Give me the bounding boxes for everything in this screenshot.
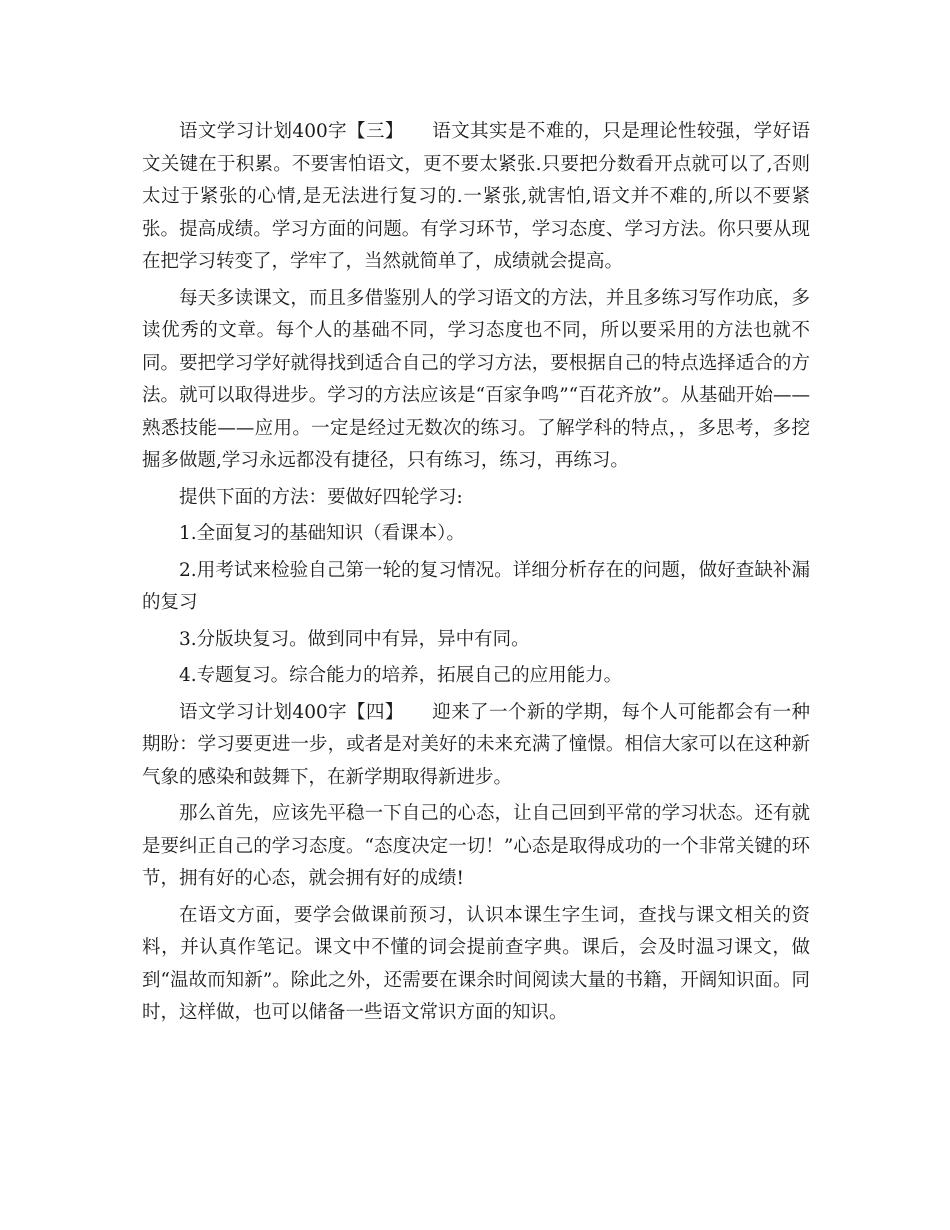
paragraph-mindset: 那么首先，应该先平稳一下自己的心态，让自己回到平常的学习状态。还有就是要纠正自己的学习态度。“态度决定一切！”心态是取得成功的一个非常关键的环节，拥有好的心态，就会拥有好的成绩! [142,803,810,889]
paragraph-section-three-intro: 语文学习计划400字【三】 语文其实是不难的，只是理论性较强，学好语文关键在于积累。不要害怕语文，更不要太紧张.只要把分数看开点就可以了,否则太过于紧张的心情,是无法进行复习的.一紧张,就害怕,语文并不难的,所以不要紧张。提高成绩。学习方面的问题。有学习环节，学习态度、学习方法。你只要从现在把学习转变了，学牢了，当然就简单了，成绩就会提高。 [142,121,810,272]
document-body [142,116,810,1034]
list-item-round-1: 1.全面复习的基础知识（看课本）。 [179,523,465,544]
paragraph-chinese-study: 在语文方面，要学会做课前预习，认识本课生字生词，查找与课文相关的资料，并认真作笔记。课文中不懂的词会提前查字典。课后，会及时温习课文，做到“温故而知新”。除此之外，还需要在课余时间阅读大量的书籍，开阔知识面。同时，这样做，也可以储备一些语文常识方面的知识。 [142,904,810,1023]
list-item-round-2: 2.用考试来检验自己第一轮的复习情况。详细分析存在的问题，做好查缺补漏的复习 [142,559,810,613]
paragraph-reading-methods: 每天多读课文，而且多借鉴别人的学习语文的方法，并且多练习写作功底，多读优秀的文章。每个人的基础不同，学习态度也不同，所以要采用的方法也就不同。要把学习学好就得找到适合自己的学习方法，要根据自己的特点选择适合的方法。就可以取得进步。学习的方法应该是“百家争鸣”“百花齐放”。从基础开始——熟悉技能——应用。一定是经过无数次的练习。了解学科的特点，，多思考，多挖掘多做题,学习永远都没有捷径，只有练习，练习，再练习。 [142,287,810,471]
paragraph-section-four-intro: 语文学习计划400字【四】 迎来了一个新的学期，每个人可能都会有一种期盼：学习要更进一步，或者是对美好的未来充满了憧憬。相信大家可以在这种新气象的感染和鼓舞下，在新学期取得新进步。 [142,701,810,788]
list-item-round-3: 3.分版块复习。做到同中有异，异中有同。 [179,628,530,650]
list-item-round-4: 4.专题复习。综合能力的培养，拓展自己的应用能力。 [179,665,623,686]
paragraph-four-rounds-intro: 提供下面的方法：要做好四轮学习: [179,486,463,508]
